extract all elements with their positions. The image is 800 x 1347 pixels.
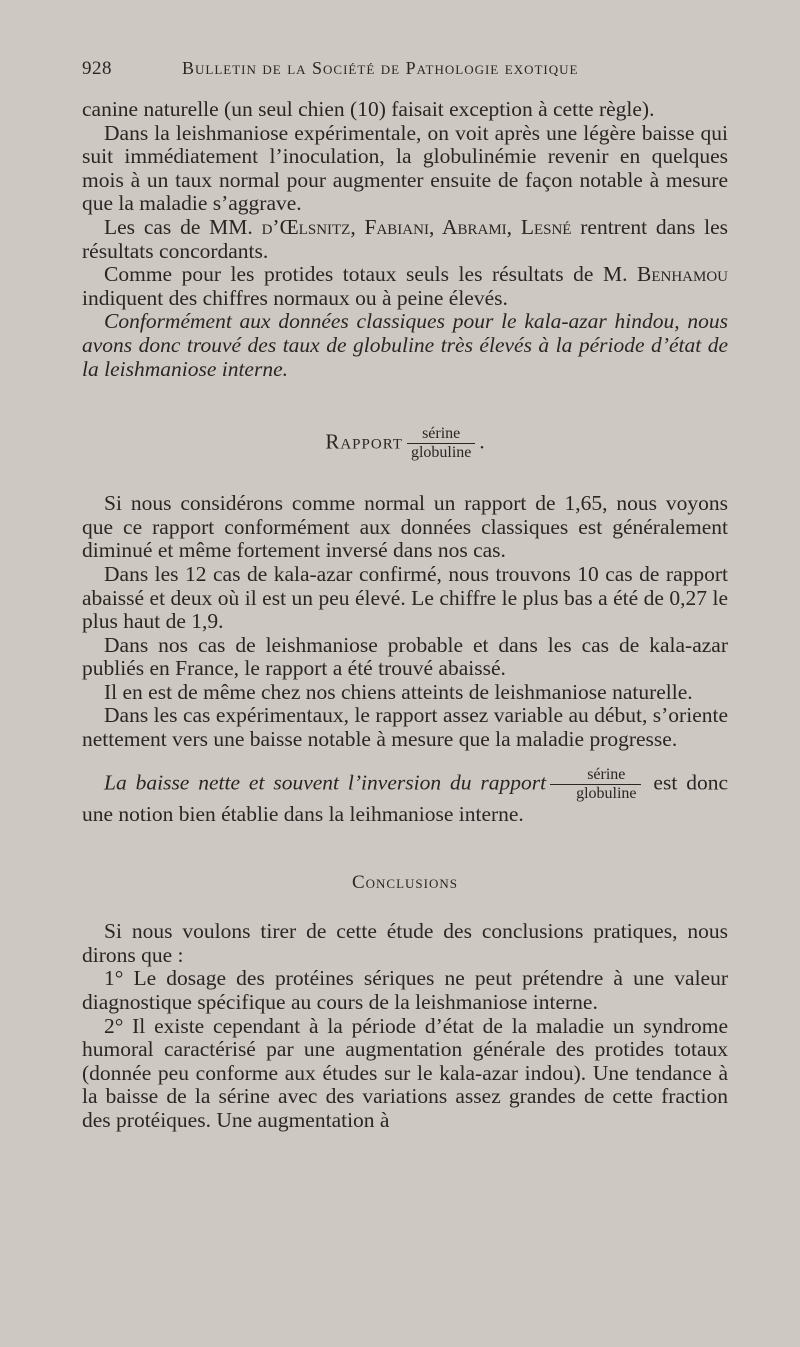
paragraph-ratio-summary: La baisse nette et souvent l’inversion du rapport $\frac{\text{sérine}}{\text{globuline}}$ est donc une notion bien établie dans la leihmaniose interne. <box>82 765 728 826</box>
paragraph-experimental: Dans la leishmaniose expérimentale, on voit après une légère baisse qui suit immédiatement l’inoculation, la globulinémie revenir en quelques mois à un taux normal pour augmenter ensuite de façon notable à mesure que la maladie s’aggrave. <box>82 120 728 216</box>
paragraph-cases: Les cas de MM. d’Œlsnitz, Fabiani, Abrami, Lesné rentrent dans les résultats concordants. <box>82 214 728 263</box>
paragraph-confirmed-cases: Dans les 12 cas de kala-azar confirmé, nous trouvons 10 cas de rapport abaissé et deux où il est un peu élevé. Le chiffre le plus bas a été de 0,27 le plus haut de 1,9. <box>82 561 728 634</box>
running-title: Bulletin de la Société de Pathologie exotique <box>182 58 579 78</box>
paragraph-probable-cases: Dans nos cas de leishmaniose probable et dans les cas de kala-azar publiés en France, le rapport a été trouvé abaissé. <box>82 632 728 681</box>
paragraph-dogs: Il en est de même chez nos chiens atteints de leishmaniose naturelle. <box>104 679 693 704</box>
paragraph-normal-ratio: Si nous considérons comme normal un rapport de 1,65, nous voyons que ce rapport conformément aux données classiques est généralement diminué et même fortement inversé dans nos cas. <box>82 491 728 563</box>
author-name: Benhamou <box>636 262 728 287</box>
fraction-numerator: sérine <box>407 425 475 444</box>
ratio-heading: Rapport $\frac{\text{sérine}}{\text{globuline}}$ . <box>325 425 485 462</box>
paragraph-conclusion-italic: Conformément aux données classiques pour le kala-azar hindou, nous avons donc trouvé des taux de globuline très élevés à la période d’état de la leishmaniose interne. <box>82 309 728 381</box>
ratio-fraction <box>407 425 475 462</box>
author-names: d’Œlsnitz, Fabiani, Abrami, Lesné <box>261 214 572 239</box>
inline-fraction <box>550 766 640 803</box>
conclusions-intro: Si nous voulons tirer de cette étude des conclusions pratiques, nous dirons que : <box>82 919 728 967</box>
paragraph-experimental-ratio: Dans les cas expérimentaux, le rapport assez variable au début, s’oriente nettement vers une baisse notable à mesure que la maladie progresse. <box>82 703 728 752</box>
fraction-numerator: sérine <box>550 766 640 785</box>
fraction-denominator: globuline <box>410 444 472 462</box>
page-number: 928 <box>82 58 112 79</box>
section-title-conclusions: Conclusions <box>351 872 458 894</box>
conclusion-item-2: 2° Il existe cependant à la période d’état de la maladie un syndrome humoral caractérisé par une augmentation générale des protides totaux (donnée peu conforme aux études sur le kala-azar indou). Une tendance à la baisse de la sérine avec des variations assez grandes de cette fraction des protéiques. Une augmentation à <box>82 1013 728 1132</box>
conclusion-item-1: 1° Le dosage des protéines sériques ne peut prétendre à une valeur diagnostique spécifique au cours de la leishmaniose interne. <box>82 966 728 1015</box>
paragraph-benhamou: Comme pour les protides totaux seuls les résultats de M. Benhamou indiquent des chiffres normaux ou à peine élevés. <box>82 262 728 310</box>
fraction-denominator: globuline <box>576 784 637 802</box>
ratio-heading-label: Rapport <box>325 429 403 454</box>
running-head <box>82 58 728 80</box>
paragraph-continuation: canine naturelle (un seul chien (10) faisait exception à cette règle). <box>82 97 655 121</box>
